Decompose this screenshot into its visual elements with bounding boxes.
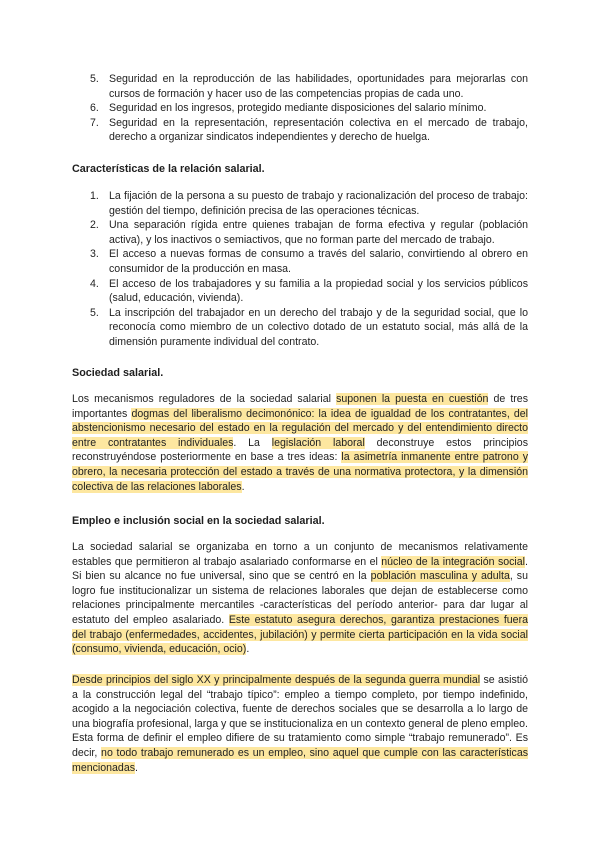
highlight: núcleo de la integración social bbox=[381, 555, 526, 568]
list-item: 6. Seguridad en los ingresos, protegido mediante disposiciones del salario mínimo. bbox=[90, 102, 487, 115]
highlight: suponen la puesta en cuestión bbox=[336, 393, 489, 405]
list-caracteristicas bbox=[72, 189, 528, 350]
list-item: 1. La fijación de la persona a su puesto de trabajo y racionalización del proceso de trabajo: gestión del tiempo, definición precisa de las operaciones técnicas. bbox=[90, 190, 528, 217]
highlight: legislación laboral bbox=[271, 436, 365, 449]
paragraph-sociedad-salarial: Los mecanismos reguladores de la sociedad salarial suponen la puesta en cuestión de tres importantes dogmas del liberalismo decimonónico: la idea de igualdad de los contratantes, del abstencionismo necesario del estado en la regulación del mercado y del entendimiento directo entre contratantes individuales. La legislación laboral deconstruye estos principios reconstruyéndose posteriormente en base a tres ideas: la asimetría inmanente entre patrono y obrero, la necesaria protección del estado a través de una normativa protectora, y la dimensión colectiva de las relaciones laborales. bbox=[72, 393, 528, 493]
highlight: Desde principios del siglo XX y principalmente después de la segunda guerra mundial bbox=[72, 674, 481, 686]
list-top bbox=[72, 72, 528, 145]
highlight: población masculina y adulta bbox=[370, 570, 510, 583]
highlight: dogmas del liberalismo decimonónico: la idea de igualdad de los contratantes, del abstencionismo necesario del estado en la regulación del mercado y del entendimiento directo entre contratantes individuales bbox=[72, 407, 528, 449]
paragraph-empleo-1: La sociedad salarial se organizaba en torno a un conjunto de mecanismos relativamente estables que permitieron al trabajo asalariado conformarse en el núcleo de la integración social. Si bien su alcance no fue universal, sino que se centró en la población masculina y adulta, su logro fue institucionalizar un sistema de relaciones laborales que dejan de establecerse como relaciones principalmente mercantiles -características del período anterior- para dar lugar al estatuto del empleo asalariado. Este estatuto asegura derechos, garantiza prestaciones fuera del trabajo (enfermedades, accidentes, jubilación) y permite cierta participación en la vida social (consumo, vivienda, educación, ocio). bbox=[72, 541, 528, 656]
list-item: 4. El acceso de los trabajadores y su familia a la propiedad social y los servicios públicos (salud, educación, vivienda). bbox=[90, 277, 528, 305]
list-item: 7. Seguridad en la representación, representación colectiva en el mercado de trabajo, derecho a organizar sindicatos independientes y derecho de huelga. bbox=[90, 116, 528, 144]
list-item: 2. Una separación rígida entre quienes trabajan de forma efectiva y regular (población activa), y los inactivos o semiactivos, que no forman parte del mercado de trabajo. bbox=[90, 219, 528, 246]
highlight: Este estatuto asegura derechos, garantiza prestaciones fuera del trabajo (enfermedades, accidentes, jubilación) y permite cierta participación en la vida social (consumo, vivienda, educación, ocio) bbox=[72, 613, 528, 656]
highlight: no todo trabajo remunerado es un empleo, sino aquel que cumple con las características mencionadas bbox=[72, 746, 529, 774]
section-heading-caracteristicas: Características de la relación salarial. bbox=[72, 163, 265, 175]
highlight: la asimetría inmanente entre patrono y obrero, la necesaria protección del estado a través de una normativa protectora, y la dimensión colectiva de las relaciones laborales bbox=[72, 451, 528, 493]
list-item: 5. La inscripción del trabajador en un derecho del trabajo y de la seguridad social, que lo reconocía como miembro de un colectivo dotado de un estatuto social, más allá de la dimensión puramente individual del contrato. bbox=[90, 306, 528, 348]
section-heading-sociedad-salarial: Sociedad salarial. bbox=[72, 367, 164, 379]
list-item: 5. Seguridad en la reproducción de las habilidades, oportunidades para mejorarlas con cursos de formación y hacer uso de las competencias propias de cada uno. bbox=[90, 73, 528, 100]
section-heading-empleo-inclusion: Empleo e inclusión social en la sociedad salarial. bbox=[72, 515, 325, 527]
paragraph-empleo-2: Desde principios del siglo XX y principalmente después de la segunda guerra mundial se asistió a la construcción legal del “trabajo típico”: empleo a tiempo completo, por tiempo indefinido, acogido a la negociación colectiva, fuente de derechos sociales que se desarrolla a lo largo de una biografía profesional, larga y que se institucionaliza en un contexto general de pleno empleo. Esta forma de definir el empleo difiere de su tratamiento como simple “trabajo remunerado”. Es decir, no todo trabajo remunerado es un empleo, sino aquel que cumple con las características mencionadas. bbox=[72, 674, 529, 774]
list-item: 3. El acceso a nuevas formas de consumo a través del salario, convirtiendo al obrero en consumidor de la producción en masa. bbox=[90, 248, 528, 275]
